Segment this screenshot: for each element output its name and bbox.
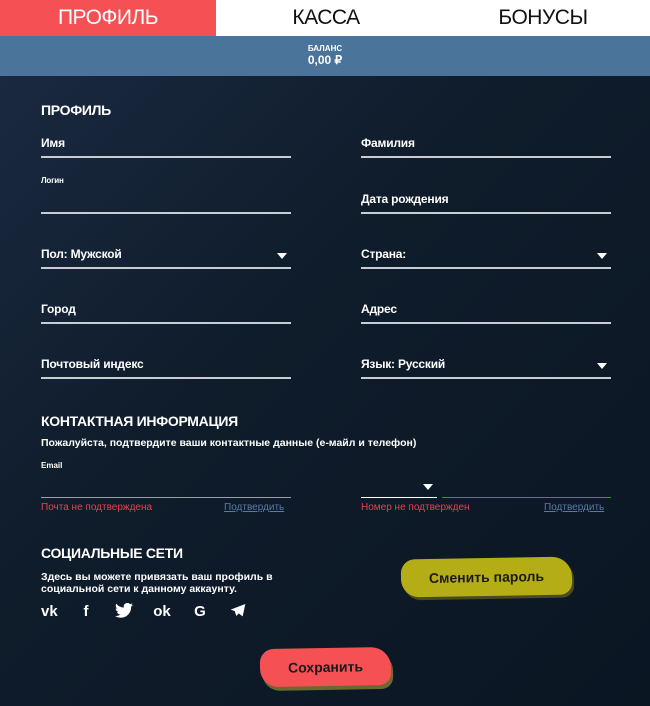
phone-error: Номер не подтвержден: [361, 502, 470, 513]
gender-value: Пол: Мужской: [41, 247, 122, 261]
chevron-down-icon: [597, 363, 607, 369]
save-button[interactable]: Сохранить: [260, 647, 392, 687]
confirm-phone-link[interactable]: Подтвердить: [544, 502, 605, 513]
tab-bonuses[interactable]: БОНУСЫ: [498, 6, 588, 29]
social-text-1: Здесь вы можете привязать ваш профиль в: [41, 571, 273, 583]
confirm-email-link[interactable]: Подтвердить: [224, 502, 285, 513]
birth-date-label: Дата рождения: [361, 192, 449, 206]
balance-bar: [0, 36, 650, 76]
address-field[interactable]: [361, 302, 611, 324]
email-error: Почта не подтверждена: [41, 502, 153, 513]
birth-date-field[interactable]: [361, 192, 611, 214]
social-text-2: социальной сети к данному аккаунту.: [41, 583, 237, 595]
phone-input[interactable]: [442, 476, 611, 498]
social-heading: СОЦИАЛЬНЫЕ СЕТИ: [41, 545, 183, 561]
change-password-button[interactable]: Сменить пароль: [401, 557, 573, 598]
chevron-down-icon: [423, 484, 433, 490]
tab-bar: [0, 0, 650, 36]
login-label: Логин: [41, 176, 64, 185]
twitter-icon[interactable]: [105, 603, 143, 622]
vk-icon[interactable]: vk: [41, 603, 58, 620]
social-icons: [41, 603, 257, 622]
last-name-field[interactable]: [361, 136, 611, 158]
profile-heading: ПРОФИЛЬ: [41, 102, 111, 118]
odnoklassniki-icon[interactable]: ok: [153, 603, 171, 620]
country-select[interactable]: [361, 247, 611, 269]
city-field[interactable]: [41, 302, 291, 324]
chevron-down-icon: [597, 253, 607, 259]
telegram-icon[interactable]: [219, 603, 257, 622]
facebook-icon[interactable]: f: [83, 603, 89, 620]
postal-code-field[interactable]: [41, 357, 291, 379]
contact-heading: КОНТАКТНАЯ ИНФОРМАЦИЯ: [41, 413, 238, 429]
address-label: Адрес: [361, 302, 397, 316]
email-label: Email: [41, 461, 63, 470]
tab-profile[interactable]: ПРОФИЛЬ: [0, 0, 216, 36]
tab-cashier[interactable]: КАССА: [292, 6, 360, 29]
postal-code-label: Почтовый индекс: [41, 357, 144, 371]
city-label: Город: [41, 302, 76, 316]
contact-subtitle: Пожалуйста, подтвердите ваши контактные данные (е-майл и телефон): [41, 437, 417, 449]
phone-code-select[interactable]: [361, 476, 437, 498]
language-value: Язык: Русский: [361, 357, 446, 371]
balance-value: 0,00 ₽: [307, 53, 343, 67]
country-label: Страна:: [361, 247, 407, 261]
email-input[interactable]: [41, 476, 291, 498]
language-select[interactable]: [361, 357, 611, 379]
gender-select[interactable]: [41, 247, 291, 269]
first-name-label: Имя: [41, 136, 65, 150]
last-name-label: Фамилия: [361, 136, 415, 150]
balance-label: БАЛАНС: [307, 44, 343, 53]
google-icon[interactable]: G: [194, 603, 206, 620]
profile-form: [0, 76, 650, 706]
first-name-field[interactable]: [41, 136, 291, 158]
chevron-down-icon: [277, 253, 287, 259]
login-field[interactable]: [41, 176, 291, 214]
